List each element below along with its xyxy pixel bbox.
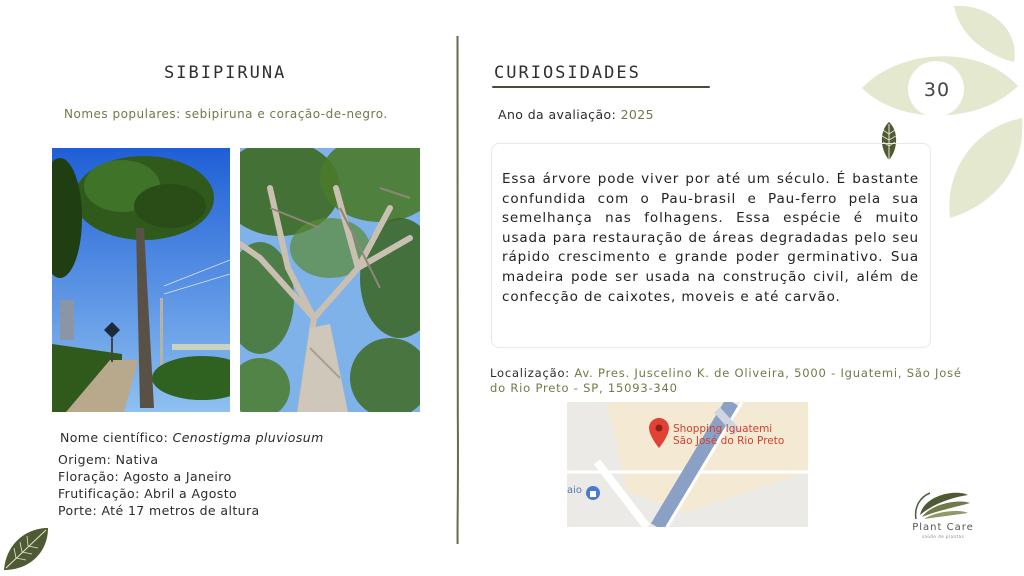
- tree-photo-canopy: [240, 148, 420, 412]
- year-label: Ano da avaliação:: [498, 107, 621, 122]
- scientific-name: [60, 430, 324, 445]
- evaluation-year: [498, 107, 654, 122]
- leaf-corner-icon: [0, 524, 52, 576]
- curiosity-text: Essa árvore pode viver por até um século. É bastante confundida com o Pau-brasil e Pau-ferro pela sua semelhança nas folhagens. Essa espécie é muito usada para restauração de áreas degradadas pelo seu rápido crescimento e grande poder germinativo. Sua madeira pode ser usada na construção civil, além de confecção de caixotes, moveis e até carvão.: [502, 171, 919, 305]
- section-title-curiosities: CURIOSIDADES: [494, 63, 641, 83]
- brand-tagline: saúde de plantas: [921, 534, 965, 539]
- scientific-name-value: Cenostigma pluviosum: [172, 430, 324, 445]
- column-divider: [456, 36, 459, 544]
- location: [490, 366, 980, 396]
- popular-names: Nomes populares: sebipiruna e coração-de-negro.: [64, 107, 388, 121]
- size-line: Porte: Até 17 metros de altura: [58, 503, 260, 518]
- map-label-line2: São José do Rio Preto: [673, 435, 785, 447]
- brand-name: Plant Care: [912, 522, 974, 533]
- year-value: 2025: [620, 107, 654, 122]
- title-underline: [492, 86, 710, 88]
- map-pin-label: [673, 423, 784, 447]
- scientific-label: Nome científico:: [60, 430, 173, 445]
- location-label: Localização:: [490, 366, 575, 380]
- location-map[interactable]: [567, 402, 808, 527]
- map-edge-label: aio: [567, 485, 583, 496]
- map-label-line1: Shopping Iguatemi: [673, 423, 773, 435]
- origin-line: Origem: Nativa: [58, 452, 159, 467]
- location-address: Av. Pres. Juscelino K. de Oliveira, 5000 - Iguatemi, São José do Rio Preto - SP, 15093-340: [490, 366, 962, 395]
- tree-photo-street: [52, 148, 230, 412]
- fruiting-line: Frutificação: Abril a Agosto: [58, 486, 238, 501]
- species-title: SIBIPIRUNA: [164, 63, 287, 83]
- page-number: 30: [923, 79, 951, 101]
- flowering-line: Floração: Agosto a Janeiro: [58, 469, 232, 484]
